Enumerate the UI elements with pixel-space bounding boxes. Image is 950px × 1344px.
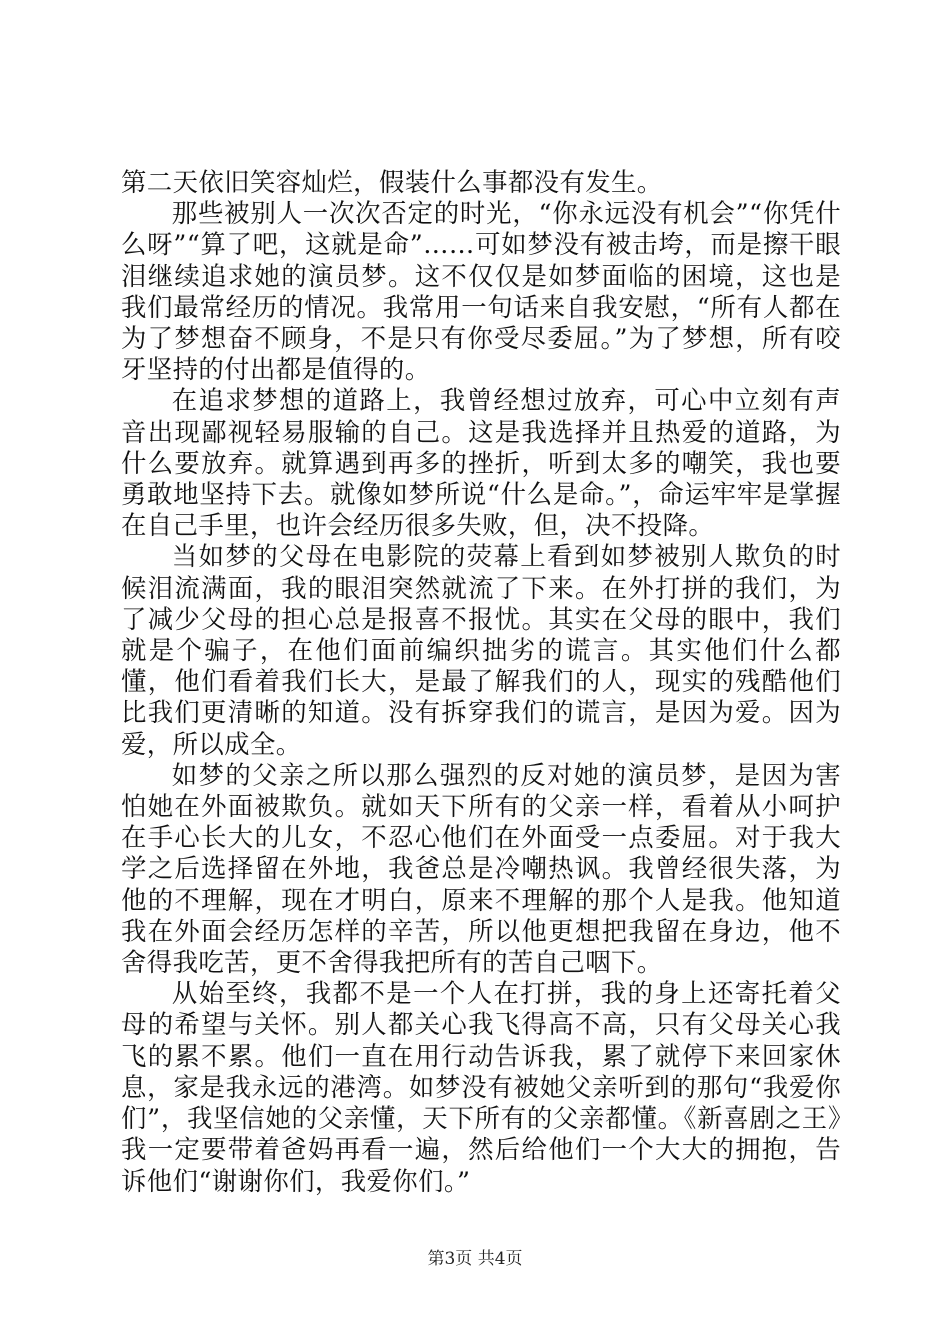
paragraph: 当如梦的父母在电影院的荧幕上看到如梦被别人欺负的时候泪流满面，我的眼泪突然就流了下来。在外打拼的我们，为了减少父母的担心总是报喜不报忧。其实在父母的眼中，我们就是个骗子，在他们面前编织拙劣的谎言。其实他们什么都懂，他们看着我们长大，是最了解我们的人，现实的残酷他们比我们更清晰的知道。没有拆穿我们的谎言，是因为爱。因为爱，所以成全。 bbox=[121, 541, 841, 759]
paragraph: 那些被别人一次次否定的时光，“你永远没有机会”“你凭什么呀”“算了吧，这就是命”……可如梦没有被击垮，而是擦干眼泪继续追求她的演员梦。这不仅仅是如梦面临的困境，这也是我们最常经历的情况。我常用一句话来自我安慰，“所有人都在为了梦想奋不顾身，不是只有你受尽委屈。”为了梦想，所有咬牙坚持的付出都是值得的。 bbox=[121, 198, 841, 385]
paragraph: 如梦的父亲之所以那么强烈的反对她的演员梦，是因为害怕她在外面被欺负。就如天下所有的父亲一样，看着从小呵护在手心长大的儿女，不忍心他们在外面受一点委屈。对于我大学之后选择留在外地，我爸总是冷嘲热讽。我曾经很失落，为他的不理解，现在才明白，原来不理解的那个人是我。他知道我在外面会经历怎样的辛苦，所以他更想把我留在身边，他不舍得我吃苦，更不舍得我把所有的苦自己咽下。 bbox=[121, 759, 841, 978]
paragraph-continuation: 第二天依旧笑容灿烂，假装什么事都没有发生。 bbox=[121, 167, 663, 197]
paragraph: 从始至终，我都不是一个人在打拼，我的身上还寄托着父母的希望与关怀。别人都关心我飞得高不高，只有父母关心我飞的累不累。他们一直在用行动告诉我，累了就停下来回家休息，家是我永远的港湾。如梦没有被她父亲听到的那句“我爱你们”，我坚信她的父亲懂，天下所有的父亲都懂。《新喜剧之王》我一定要带着爸妈再看一遍，然后给他们一个大大的拥抱，告诉他们“谢谢你们，我爱你们。” bbox=[121, 978, 841, 1196]
page-number-footer: 第3页 共4页 bbox=[427, 1249, 523, 1269]
document-body bbox=[121, 167, 841, 1197]
paragraph: 在追求梦想的道路上，我曾经想过放弃，可心中立刻有声音出现鄙视轻易服输的自己。这是我选择并且热爱的道路，为什么要放弃。就算遇到再多的挫折，听到太多的嘲笑，我也要勇敢地坚持下去。就像如梦所说“什么是命。”，命运牢牢是掌握在自己手里，也许会经历很多失败，但，决不投降。 bbox=[121, 385, 841, 541]
